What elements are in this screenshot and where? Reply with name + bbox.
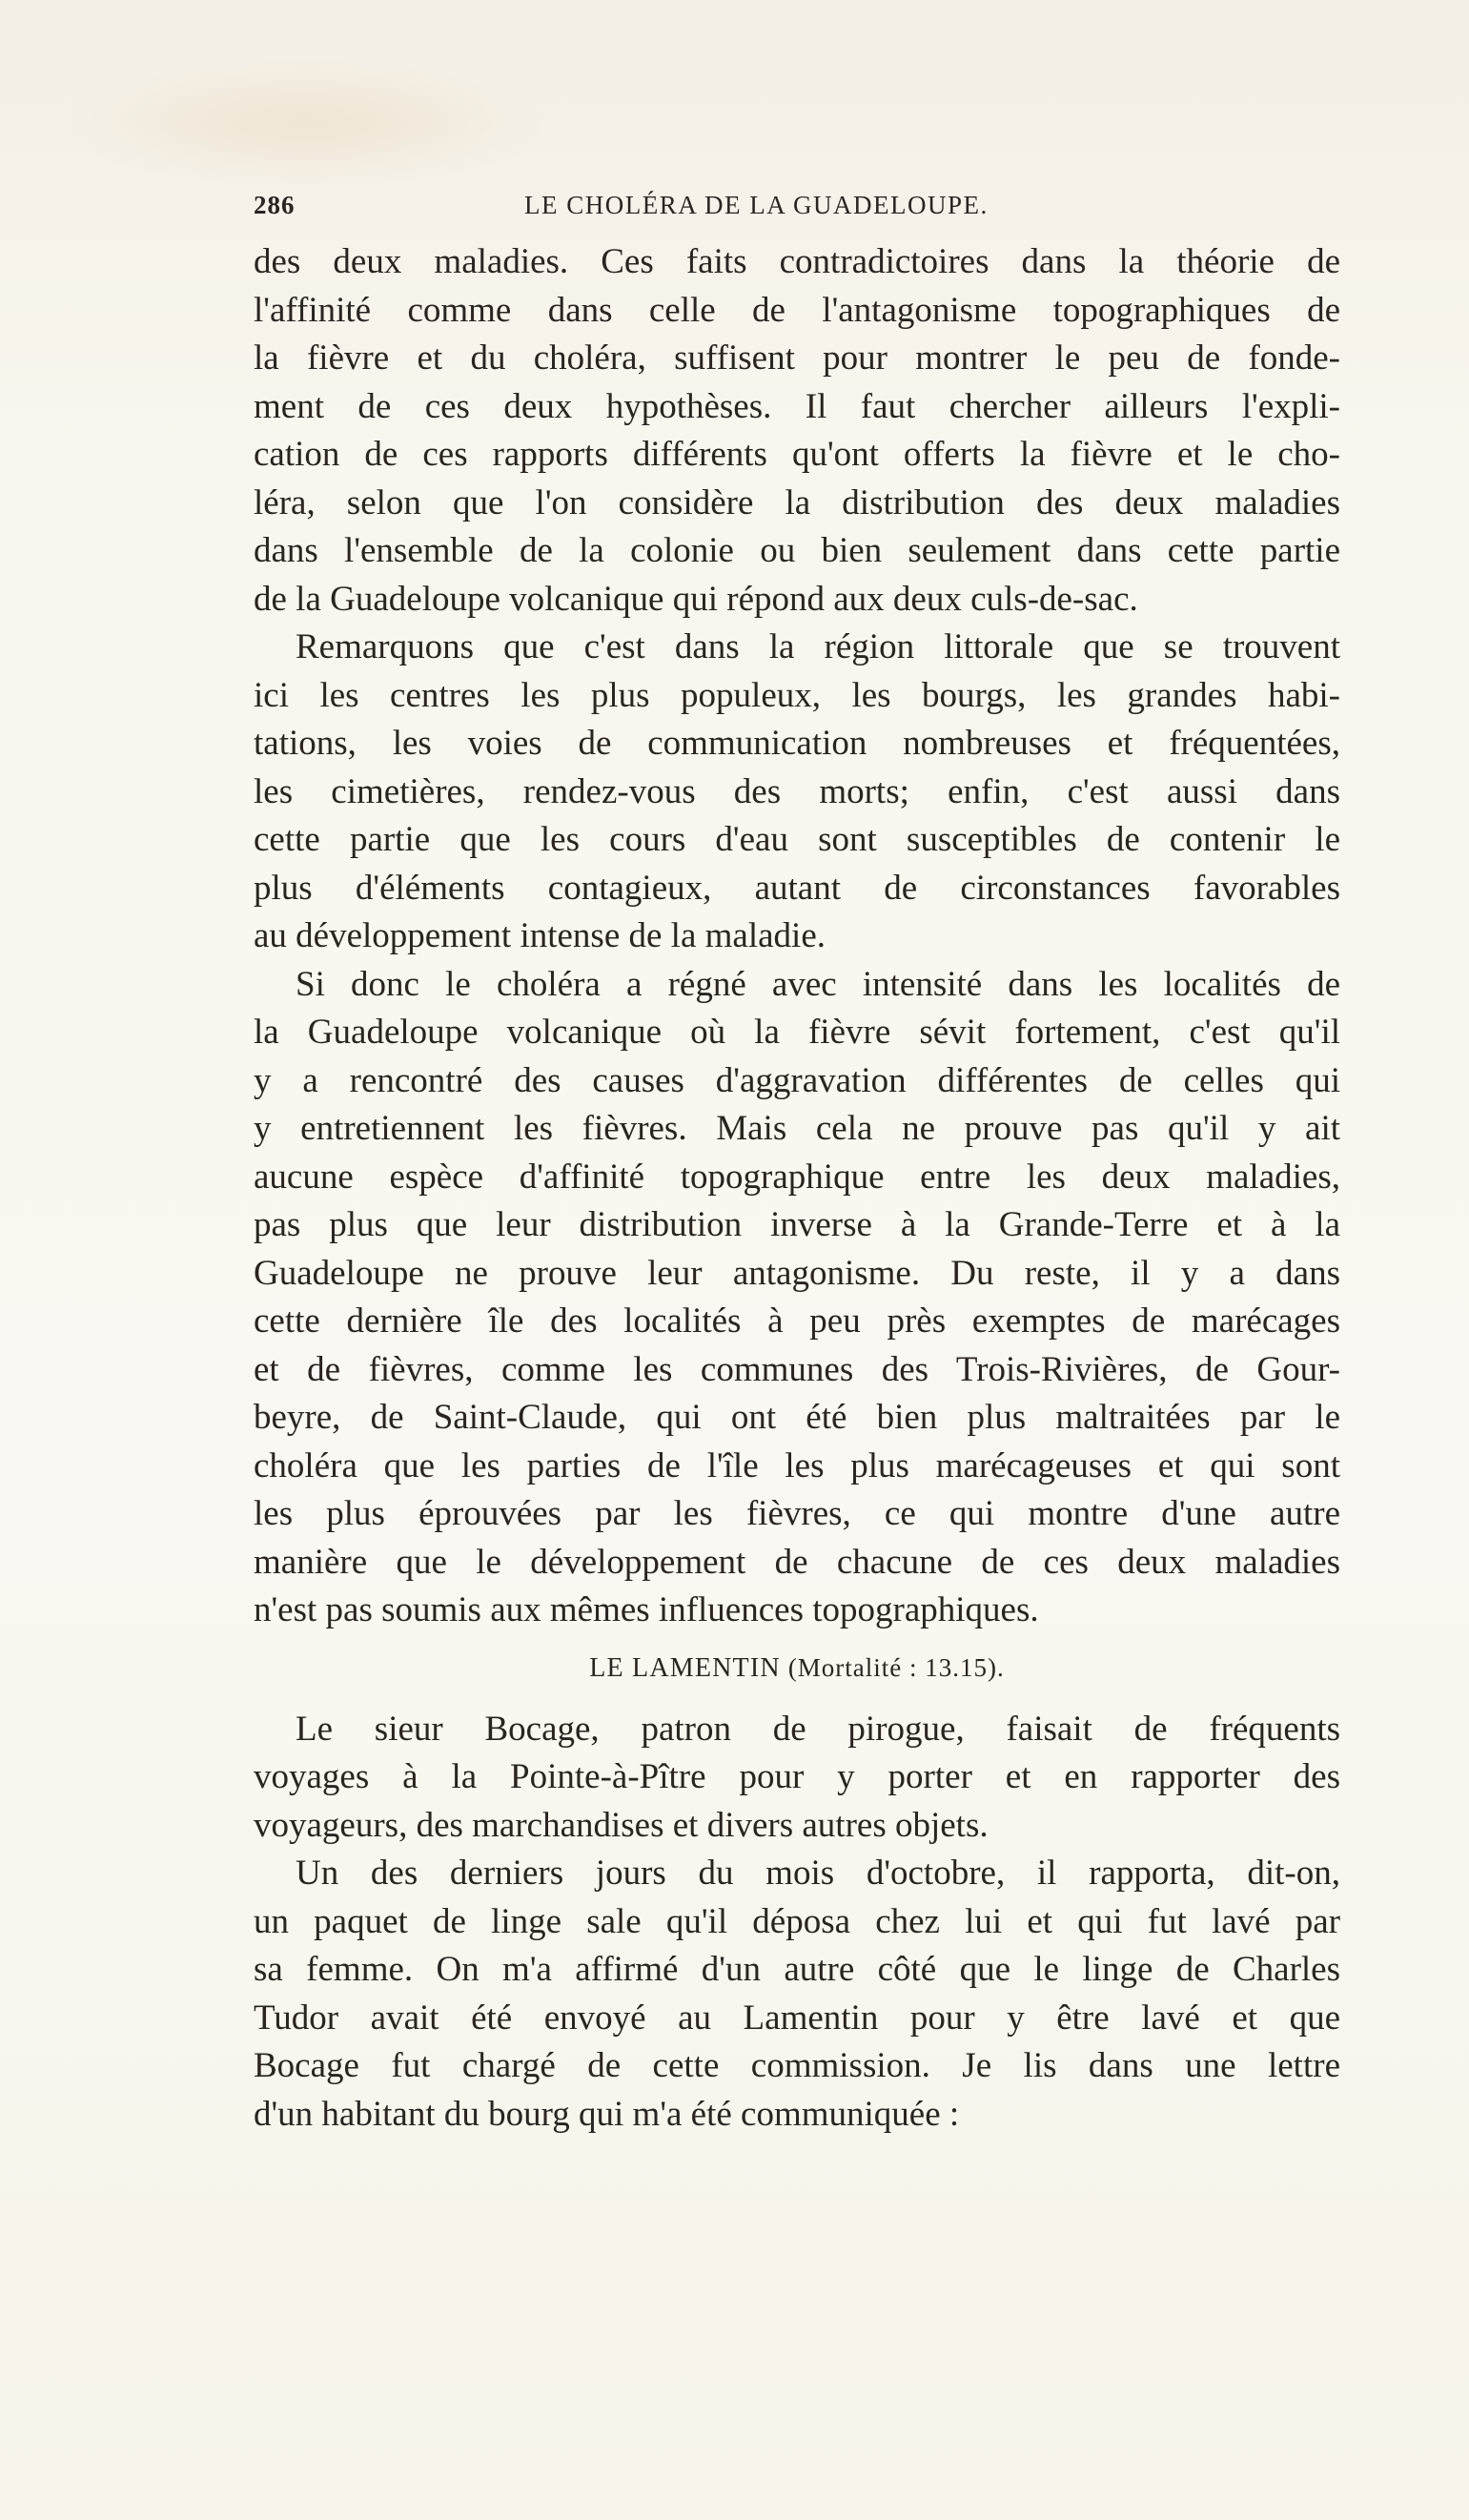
text-line: les cimetières, rendez-vous des morts; enfin, c'est aussi dans bbox=[254, 771, 1340, 811]
text-line: Guadeloupe ne prouve leur antagonisme. Du reste, il y a dans bbox=[254, 1253, 1340, 1293]
page-header bbox=[254, 191, 1340, 229]
paragraph-5 bbox=[254, 1850, 1340, 2139]
text-line: Remarquons que c'est dans la région littorale que se trouvent bbox=[296, 627, 1340, 666]
text-line: Si donc le choléra a régné avec intensité dans les localités de bbox=[296, 964, 1340, 1004]
text-line: manière que le développement de chacune de ces deux maladies bbox=[254, 1542, 1340, 1582]
text-line: tations, les voies de communication nombreuses et fréquentées, bbox=[254, 724, 1340, 763]
text-line: ici les centres les plus populeux, les bourgs, les grandes habi- bbox=[254, 675, 1340, 715]
text-line: un paquet de linge sale qu'il déposa chez lui et qui fut lavé par bbox=[254, 1901, 1340, 1941]
text-line: Un des derniers jours du mois d'octobre, il rapporta, dit-on, bbox=[296, 1854, 1340, 1893]
text-line: cette dernière île des localités à peu près exemptes de marécages bbox=[254, 1301, 1340, 1341]
text-line: sa femme. On m'a affirmé d'un autre côté que le linge de Charles bbox=[254, 1950, 1340, 1989]
body-text bbox=[254, 238, 1340, 2139]
text-line: Tudor avait été envoyé au Lamentin pour y être lavé et que bbox=[254, 1998, 1340, 2038]
text-line: voyages à la Pointe-à-Pître pour y porter et en rapporter des bbox=[254, 1757, 1340, 1796]
text-line: Le sieur Bocage, patron de pirogue, faisait de fréquents bbox=[296, 1709, 1340, 1749]
text-line: Bocage fut chargé de cette commission. Je lis dans une lettre bbox=[254, 2046, 1340, 2085]
running-title: LE CHOLÉRA DE LA GUADELOUPE. bbox=[524, 191, 989, 219]
text-line: n'est pas soumis aux mêmes influences topographiques. bbox=[254, 1590, 1039, 1629]
text-line: au développement intense de la maladie. bbox=[254, 916, 826, 955]
text-line: beyre, de Saint-Claude, qui ont été bien plus maltraitées par le bbox=[254, 1398, 1340, 1437]
text-line: la fièvre et du choléra, suffisent pour montrer le peu de fonde- bbox=[254, 338, 1340, 378]
paragraph-2 bbox=[254, 624, 1340, 961]
text-line: ment de ces deux hypothèses. Il faut chercher ailleurs l'expli- bbox=[254, 386, 1340, 426]
text-line: pas plus que leur distribution inverse à la Grande-Terre et à la bbox=[254, 1205, 1340, 1244]
paper-stain bbox=[57, 57, 553, 191]
text-line: et de fièvres, comme les communes des Trois-Rivières, de Gour- bbox=[254, 1349, 1340, 1389]
text-line: cation de ces rapports différents qu'ont offerts la fièvre et le cho- bbox=[254, 435, 1340, 474]
text-line: léra, selon que l'on considère la distribution des deux maladies bbox=[254, 482, 1340, 522]
text-line: choléra que les parties de l'île les plus marécageuses et qui sont bbox=[254, 1445, 1340, 1485]
text-line: y entretiennent les fièvres. Mais cela ne prouve pas qu'il y ait bbox=[254, 1109, 1340, 1148]
section-title: LE LAMENTIN bbox=[589, 1652, 781, 1683]
text-line: y a rencontré des causes d'aggravation différentes de celles qui bbox=[254, 1060, 1340, 1100]
text-line: l'affinité comme dans celle de l'antagonisme topographiques de bbox=[254, 290, 1340, 330]
paragraph-1 bbox=[254, 238, 1340, 624]
text-line: des deux maladies. Ces faits contradictoires dans la théorie de bbox=[254, 242, 1340, 281]
text-line: la Guadeloupe volcanique où la fièvre sévit fortement, c'est qu'il bbox=[254, 1013, 1340, 1052]
text-line: dans l'ensemble de la colonie ou bien seulement dans cette partie bbox=[254, 531, 1340, 570]
section-mortality-note: (Mortalité : 13.15). bbox=[787, 1652, 1005, 1682]
text-line: de la Guadeloupe volcanique qui répond aux deux culs-de-sac. bbox=[254, 579, 1138, 619]
text-line: cette partie que les cours d'eau sont susceptibles de contenir le bbox=[254, 820, 1340, 859]
text-line: les plus éprouvées par les fièvres, ce qui montre d'une autre bbox=[254, 1494, 1340, 1533]
paragraph-4 bbox=[254, 1706, 1340, 1851]
text-line: plus d'éléments contagieux, autant de circonstances favorables bbox=[254, 868, 1340, 908]
text-line: aucune espèce d'affinité topographique entre les deux maladies, bbox=[254, 1157, 1340, 1197]
text-line: voyageurs, des marchandises et divers autres objets. bbox=[254, 1805, 989, 1845]
paragraph-3 bbox=[254, 961, 1340, 1635]
section-heading bbox=[254, 1639, 1340, 1696]
page-number: 286 bbox=[254, 191, 296, 219]
text-line: d'un habitant du bourg qui m'a été communiquée : bbox=[254, 2094, 960, 2134]
